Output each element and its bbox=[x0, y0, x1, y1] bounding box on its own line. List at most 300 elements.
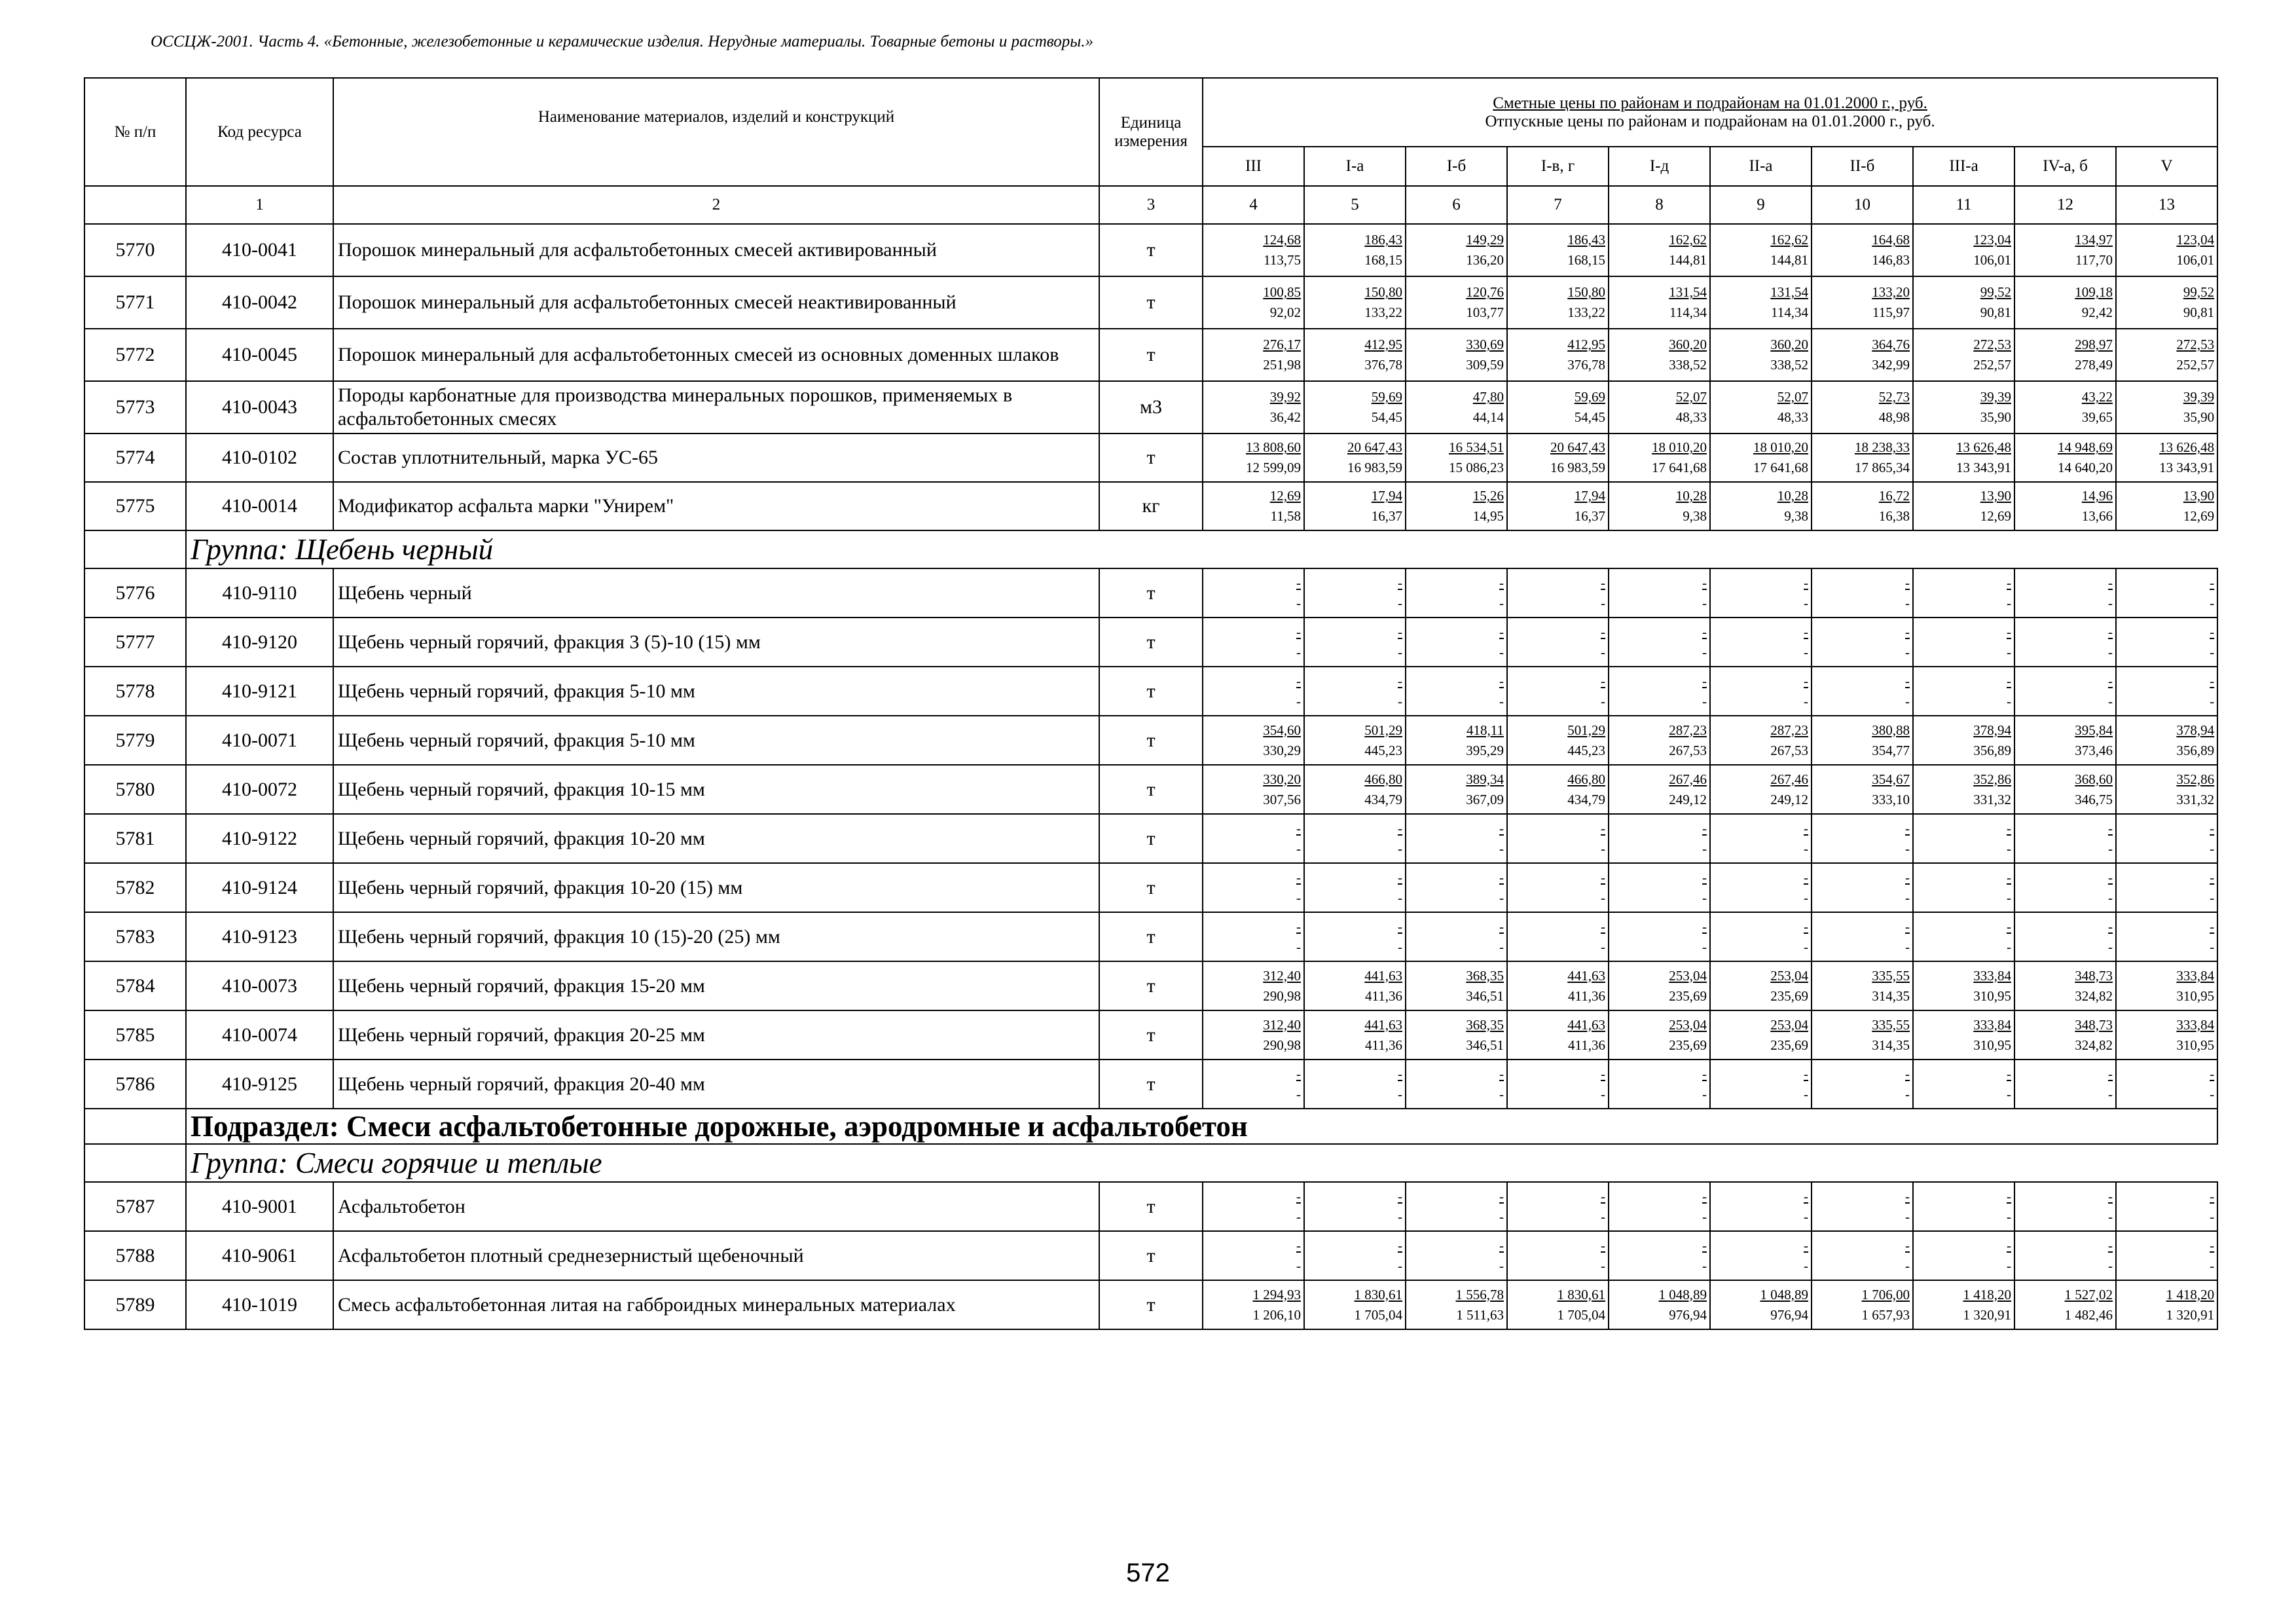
release-price: 144,81 bbox=[1770, 252, 1808, 268]
release-price: 338,52 bbox=[1770, 357, 1808, 373]
estimate-price: 364,76 bbox=[1872, 337, 1910, 352]
estimate-price: 380,88 bbox=[1872, 722, 1910, 738]
release-price: - bbox=[2007, 693, 2011, 709]
release-price: 314,35 bbox=[1872, 1037, 1910, 1053]
estimate-price: - bbox=[1601, 1188, 1605, 1204]
estimate-price: - bbox=[1702, 673, 1707, 689]
price-cell bbox=[2014, 814, 2116, 863]
release-price: - bbox=[1804, 595, 1808, 611]
unit-cell: т bbox=[1099, 667, 1203, 716]
release-price: - bbox=[1398, 840, 1402, 857]
estimate-price: - bbox=[1601, 574, 1605, 591]
estimate-price: - bbox=[1905, 673, 1910, 689]
estimate-price: - bbox=[1702, 918, 1707, 934]
group-row bbox=[84, 530, 2217, 568]
release-price: - bbox=[2210, 1208, 2215, 1225]
release-price: - bbox=[1499, 693, 1504, 709]
release-price: 133,22 bbox=[1364, 304, 1402, 320]
estimate-price: - bbox=[2007, 574, 2011, 591]
price-cell bbox=[1609, 716, 1710, 765]
estimate-price: 99,52 bbox=[1980, 284, 2011, 300]
release-price: 249,12 bbox=[1770, 791, 1808, 807]
estimate-price: 10,28 bbox=[1675, 488, 1707, 504]
release-price: - bbox=[1296, 938, 1301, 955]
estimate-price: - bbox=[1804, 918, 1808, 934]
price-cell bbox=[1913, 765, 2014, 814]
material-name: Щебень черный горячий, фракция 5-10 мм bbox=[333, 667, 1099, 716]
estimate-price: 354,67 bbox=[1872, 771, 1910, 787]
estimate-price: - bbox=[1804, 1065, 1808, 1082]
release-price: 16,37 bbox=[1574, 508, 1605, 524]
material-name: Порошок минеральный для асфальтобетонных смесей активированный bbox=[333, 224, 1099, 276]
estimate-price: - bbox=[1601, 1237, 1605, 1253]
release-price: 115,97 bbox=[1872, 304, 1910, 320]
price-cell bbox=[1507, 1060, 1609, 1109]
price-cell bbox=[1304, 618, 1406, 667]
release-price: - bbox=[1398, 889, 1402, 906]
price-cell bbox=[2116, 1280, 2217, 1329]
release-price: - bbox=[2108, 1208, 2113, 1225]
release-price: - bbox=[2210, 644, 2215, 660]
unit-cell: т bbox=[1099, 863, 1203, 912]
material-name: Щебень черный горячий, фракция 10-20 (15) мм bbox=[333, 863, 1099, 912]
header-region: I-в, г bbox=[1507, 147, 1609, 186]
price-cell bbox=[1812, 329, 1913, 381]
row-index: 5777 bbox=[84, 618, 186, 667]
price-cell bbox=[1406, 482, 1507, 530]
unit-cell: т bbox=[1099, 814, 1203, 863]
table-row bbox=[84, 1060, 2217, 1109]
header-code: Код ресурса bbox=[186, 78, 333, 186]
resource-code: 410-0102 bbox=[186, 434, 333, 482]
header-price-release: Отпускные цены по районам и подрайонам на 01.01.2000 г., руб. bbox=[1485, 112, 1935, 130]
document-header: ОССЦЖ-2001. Часть 4. «Бетонные, железобетонные и керамические изделия. Нерудные материалы. Товарные бетоны и растворы.» bbox=[151, 33, 1093, 50]
estimate-price: 360,20 bbox=[1669, 337, 1707, 352]
release-price: - bbox=[2108, 644, 2113, 660]
estimate-price: - bbox=[1702, 623, 1707, 640]
release-price: - bbox=[1601, 1208, 1605, 1225]
release-price: 15 086,23 bbox=[1449, 460, 1504, 475]
price-cell bbox=[1406, 1231, 1507, 1280]
release-price: 314,35 bbox=[1872, 987, 1910, 1004]
price-cell bbox=[1507, 667, 1609, 716]
price-cell bbox=[1609, 568, 1710, 618]
estimate-price: 312,40 bbox=[1263, 967, 1301, 984]
release-price: - bbox=[2108, 595, 2113, 611]
release-price: 92,02 bbox=[1269, 304, 1301, 320]
release-price: 90,81 bbox=[1980, 304, 2011, 320]
price-cell bbox=[1710, 618, 1812, 667]
price-cell bbox=[2014, 1182, 2116, 1231]
estimate-price: - bbox=[1804, 1188, 1808, 1204]
estimate-price: 17,94 bbox=[1574, 488, 1605, 504]
unit-cell: т bbox=[1099, 568, 1203, 618]
header-name: Наименование материалов, изделий и конструкций bbox=[333, 78, 1099, 186]
resource-code: 410-9124 bbox=[186, 863, 333, 912]
group-heading: Группа: Щебень черный bbox=[186, 530, 2217, 568]
release-price: - bbox=[1702, 693, 1707, 709]
column-number: 4 bbox=[1203, 186, 1304, 224]
price-cell bbox=[1304, 329, 1406, 381]
price-cell bbox=[1609, 276, 1710, 329]
estimate-price: 164,68 bbox=[1872, 232, 1910, 248]
estimate-price: 186,43 bbox=[1567, 232, 1605, 248]
estimate-price: - bbox=[1905, 869, 1910, 885]
estimate-price: 162,62 bbox=[1770, 232, 1808, 248]
price-cell bbox=[1304, 716, 1406, 765]
estimate-price: 253,04 bbox=[1770, 967, 1808, 984]
estimate-price: - bbox=[1702, 574, 1707, 591]
estimate-price: 441,63 bbox=[1567, 1016, 1605, 1033]
estimate-price: - bbox=[1804, 1237, 1808, 1253]
estimate-price: 1 294,93 bbox=[1252, 1286, 1301, 1302]
release-price: 17 865,34 bbox=[1855, 460, 1910, 475]
estimate-price: - bbox=[1296, 1065, 1301, 1082]
price-cell bbox=[1609, 618, 1710, 667]
table-row bbox=[84, 814, 2217, 863]
unit-cell: т bbox=[1099, 1280, 1203, 1329]
price-cell bbox=[1203, 716, 1304, 765]
estimate-price: 348,73 bbox=[2075, 1016, 2113, 1033]
estimate-price: 20 647,43 bbox=[1347, 439, 1402, 455]
estimate-price: - bbox=[1296, 574, 1301, 591]
estimate-price: 272,53 bbox=[2176, 337, 2215, 352]
resource-code: 410-9110 bbox=[186, 568, 333, 618]
resource-code: 410-0045 bbox=[186, 329, 333, 381]
price-cell bbox=[1304, 814, 1406, 863]
release-price: 411,36 bbox=[1568, 987, 1605, 1004]
release-price: 16,38 bbox=[1878, 508, 1910, 524]
release-price: - bbox=[1296, 1086, 1301, 1102]
price-cell bbox=[1507, 716, 1609, 765]
release-price: 367,09 bbox=[1466, 791, 1504, 807]
table-row bbox=[84, 1280, 2217, 1329]
estimate-price: 287,23 bbox=[1669, 722, 1707, 738]
resource-code: 410-9121 bbox=[186, 667, 333, 716]
price-cell bbox=[1812, 381, 1913, 434]
header-region: II-а bbox=[1710, 147, 1812, 186]
price-cell bbox=[1609, 1280, 1710, 1329]
estimate-price: - bbox=[1499, 918, 1504, 934]
price-cell bbox=[2014, 765, 2116, 814]
price-cell bbox=[1406, 863, 1507, 912]
release-price: 976,94 bbox=[1669, 1306, 1707, 1323]
estimate-price: 10,28 bbox=[1777, 488, 1808, 504]
price-cell bbox=[1304, 276, 1406, 329]
estimate-price: - bbox=[2108, 1188, 2113, 1204]
estimate-price: 120,76 bbox=[1466, 284, 1504, 300]
release-price: 445,23 bbox=[1364, 742, 1402, 758]
table-row bbox=[84, 716, 2217, 765]
release-price: 48,98 bbox=[1878, 409, 1910, 425]
table-row bbox=[84, 568, 2217, 618]
price-cell bbox=[2014, 276, 2116, 329]
release-price: 434,79 bbox=[1567, 791, 1605, 807]
release-price: - bbox=[1398, 693, 1402, 709]
release-price: 54,45 bbox=[1371, 409, 1402, 425]
resource-code: 410-9001 bbox=[186, 1182, 333, 1231]
release-price: - bbox=[1296, 693, 1301, 709]
release-price: 310,95 bbox=[1973, 1037, 2011, 1053]
release-price: - bbox=[2108, 889, 2113, 906]
release-price: - bbox=[1905, 595, 1910, 611]
estimate-price: - bbox=[2108, 1065, 2113, 1082]
estimate-price: - bbox=[1702, 1188, 1707, 1204]
release-price: - bbox=[1499, 1208, 1504, 1225]
price-cell bbox=[1812, 667, 1913, 716]
release-price: - bbox=[1499, 840, 1504, 857]
price-cell bbox=[1304, 912, 1406, 961]
estimate-price: 412,95 bbox=[1567, 337, 1605, 352]
price-cell bbox=[1406, 814, 1507, 863]
estimate-price: - bbox=[1702, 1065, 1707, 1082]
release-price: - bbox=[2007, 889, 2011, 906]
release-price: 324,82 bbox=[2075, 987, 2113, 1004]
row-index: 5770 bbox=[84, 224, 186, 276]
price-cell bbox=[1710, 329, 1812, 381]
price-cell bbox=[1203, 765, 1304, 814]
material-name: Модификатор асфальта марки "Унирем" bbox=[333, 482, 1099, 530]
price-cell bbox=[1913, 482, 2014, 530]
release-price: 346,51 bbox=[1466, 1037, 1504, 1053]
release-price: - bbox=[2007, 595, 2011, 611]
table-row bbox=[84, 329, 2217, 381]
price-cell bbox=[1203, 434, 1304, 482]
price-cell bbox=[2014, 618, 2116, 667]
release-price: 48,33 bbox=[1777, 409, 1808, 425]
estimate-price: - bbox=[1601, 623, 1605, 640]
price-cell bbox=[1507, 765, 1609, 814]
estimate-price: - bbox=[2007, 623, 2011, 640]
estimate-price: 99,52 bbox=[2183, 284, 2215, 300]
release-price: - bbox=[1804, 938, 1808, 955]
release-price: - bbox=[2108, 1086, 2113, 1102]
estimate-price: 1 706,00 bbox=[1861, 1286, 1910, 1302]
price-cell bbox=[1406, 667, 1507, 716]
price-cell bbox=[1203, 961, 1304, 1010]
release-price: 54,45 bbox=[1574, 409, 1605, 425]
row-index: 5772 bbox=[84, 329, 186, 381]
estimate-price: - bbox=[2108, 918, 2113, 934]
unit-cell: т bbox=[1099, 618, 1203, 667]
estimate-price: - bbox=[1296, 820, 1301, 836]
estimate-price: - bbox=[1499, 869, 1504, 885]
price-cell bbox=[1609, 1060, 1710, 1109]
estimate-price: 14,96 bbox=[2081, 488, 2113, 504]
price-cell bbox=[1507, 224, 1609, 276]
price-cell bbox=[1507, 482, 1609, 530]
release-price: 338,52 bbox=[1669, 357, 1707, 373]
price-cell bbox=[1507, 1182, 1609, 1231]
unit-cell: т bbox=[1099, 1182, 1203, 1231]
row-index: 5774 bbox=[84, 434, 186, 482]
price-cell bbox=[1304, 667, 1406, 716]
row-index: 5784 bbox=[84, 961, 186, 1010]
release-price: 249,12 bbox=[1669, 791, 1707, 807]
release-price: 252,57 bbox=[1973, 357, 2011, 373]
release-price: - bbox=[1601, 1086, 1605, 1102]
release-price: 1 206,10 bbox=[1252, 1306, 1301, 1323]
estimate-price: 368,35 bbox=[1466, 967, 1504, 984]
release-price: - bbox=[1601, 595, 1605, 611]
price-cell bbox=[1203, 482, 1304, 530]
row-index: 5773 bbox=[84, 381, 186, 434]
price-cell bbox=[1203, 814, 1304, 863]
estimate-price: - bbox=[2108, 673, 2113, 689]
price-cell bbox=[1304, 1060, 1406, 1109]
table-row bbox=[84, 961, 2217, 1010]
column-number-blank bbox=[84, 186, 186, 224]
estimate-price: - bbox=[1804, 673, 1808, 689]
price-cell bbox=[1913, 568, 2014, 618]
release-price: 333,10 bbox=[1872, 791, 1910, 807]
estimate-price: 466,80 bbox=[1364, 771, 1402, 787]
price-cell bbox=[1913, 667, 2014, 716]
price-cell bbox=[1913, 329, 2014, 381]
release-price: 168,15 bbox=[1567, 252, 1605, 268]
price-cell bbox=[1406, 618, 1507, 667]
estimate-price: 348,73 bbox=[2075, 967, 2113, 984]
estimate-price: 378,94 bbox=[1973, 722, 2011, 738]
estimate-price: 47,80 bbox=[1472, 389, 1504, 405]
price-cell bbox=[1304, 224, 1406, 276]
table-row bbox=[84, 667, 2217, 716]
price-cell bbox=[1710, 961, 1812, 1010]
price-cell bbox=[2116, 1010, 2217, 1060]
release-price: 168,15 bbox=[1364, 252, 1402, 268]
release-price: - bbox=[1702, 1086, 1707, 1102]
price-cell bbox=[1913, 863, 2014, 912]
price-cell bbox=[2116, 814, 2217, 863]
price-cell bbox=[2014, 1010, 2116, 1060]
release-price: 113,75 bbox=[1264, 252, 1301, 268]
release-price: 1 705,04 bbox=[1557, 1306, 1605, 1323]
price-cell bbox=[1913, 618, 2014, 667]
price-cell bbox=[1710, 1010, 1812, 1060]
estimate-price: - bbox=[2210, 1188, 2215, 1204]
price-cell bbox=[1406, 329, 1507, 381]
estimate-price: - bbox=[1905, 1237, 1910, 1253]
price-cell bbox=[1406, 1060, 1507, 1109]
price-cell bbox=[1406, 961, 1507, 1010]
estimate-price: 253,04 bbox=[1770, 1016, 1808, 1033]
estimate-price: - bbox=[1398, 918, 1402, 934]
release-price: 310,95 bbox=[2176, 987, 2215, 1004]
price-cell bbox=[1507, 1280, 1609, 1329]
estimate-price: 149,29 bbox=[1466, 232, 1504, 248]
estimate-price: 1 418,20 bbox=[1963, 1286, 2011, 1302]
price-cell bbox=[2014, 1231, 2116, 1280]
price-cell bbox=[1609, 1182, 1710, 1231]
estimate-price: 352,86 bbox=[2176, 771, 2215, 787]
price-cell bbox=[1406, 765, 1507, 814]
price-cell bbox=[1507, 961, 1609, 1010]
price-table bbox=[84, 77, 2218, 1330]
release-price: - bbox=[2210, 595, 2215, 611]
estimate-price: 14 948,69 bbox=[2058, 439, 2113, 455]
estimate-price: - bbox=[2007, 869, 2011, 885]
release-price: - bbox=[1702, 644, 1707, 660]
price-cell bbox=[1710, 381, 1812, 434]
estimate-price: - bbox=[2108, 869, 2113, 885]
price-cell bbox=[1710, 765, 1812, 814]
release-price: 11,58 bbox=[1270, 508, 1301, 524]
estimate-price: 335,55 bbox=[1872, 1016, 1910, 1033]
estimate-price: 16,72 bbox=[1878, 488, 1910, 504]
row-index: 5787 bbox=[84, 1182, 186, 1231]
estimate-price: 441,63 bbox=[1364, 967, 1402, 984]
header-region: II-б bbox=[1812, 147, 1913, 186]
price-cell bbox=[1710, 667, 1812, 716]
release-price: - bbox=[2210, 889, 2215, 906]
estimate-price: - bbox=[1702, 869, 1707, 885]
price-cell bbox=[1406, 224, 1507, 276]
estimate-price: - bbox=[1804, 574, 1808, 591]
estimate-price: 150,80 bbox=[1567, 284, 1605, 300]
price-cell bbox=[2014, 381, 2116, 434]
material-name: Щебень черный горячий, фракция 10-15 мм bbox=[333, 765, 1099, 814]
row-index: 5789 bbox=[84, 1280, 186, 1329]
price-cell bbox=[2116, 863, 2217, 912]
release-price: 114,34 bbox=[1771, 304, 1808, 320]
estimate-price: 123,04 bbox=[1973, 232, 2011, 248]
release-price: - bbox=[2108, 840, 2113, 857]
release-price: - bbox=[1398, 1086, 1402, 1102]
table-row bbox=[84, 482, 2217, 530]
header-idx: № п/п bbox=[84, 78, 186, 186]
estimate-price: 52,07 bbox=[1777, 389, 1808, 405]
release-price: 103,77 bbox=[1466, 304, 1504, 320]
price-cell bbox=[1507, 618, 1609, 667]
release-price: 14,95 bbox=[1472, 508, 1504, 524]
table-row bbox=[84, 912, 2217, 961]
estimate-price: 272,53 bbox=[1973, 337, 2011, 352]
resource-code: 410-0042 bbox=[186, 276, 333, 329]
unit-cell: т bbox=[1099, 912, 1203, 961]
estimate-price: - bbox=[1398, 673, 1402, 689]
price-cell bbox=[1913, 1010, 2014, 1060]
price-cell bbox=[1609, 961, 1710, 1010]
estimate-price: 1 830,61 bbox=[1557, 1286, 1605, 1302]
release-price: 395,29 bbox=[1466, 742, 1504, 758]
material-name: Асфальтобетон bbox=[333, 1182, 1099, 1231]
estimate-price: 501,29 bbox=[1567, 722, 1605, 738]
estimate-price: - bbox=[1905, 918, 1910, 934]
price-cell bbox=[1507, 912, 1609, 961]
release-price: - bbox=[1296, 1257, 1301, 1274]
estimate-price: 333,84 bbox=[2176, 967, 2215, 984]
price-cell bbox=[1507, 276, 1609, 329]
estimate-price: 43,22 bbox=[2081, 389, 2113, 405]
table-row bbox=[84, 434, 2217, 482]
table-row bbox=[84, 1010, 2217, 1060]
group-index-blank bbox=[84, 1109, 186, 1144]
release-price: - bbox=[1499, 1086, 1504, 1102]
estimate-price: 124,68 bbox=[1263, 232, 1301, 248]
estimate-price: 267,46 bbox=[1669, 771, 1707, 787]
release-price: 14 640,20 bbox=[2058, 460, 2113, 475]
price-cell bbox=[1609, 224, 1710, 276]
price-cell bbox=[1710, 276, 1812, 329]
release-price: 354,77 bbox=[1872, 742, 1910, 758]
header-unit: Единица измерения bbox=[1099, 78, 1203, 186]
release-price: 35,90 bbox=[1980, 409, 2011, 425]
price-cell bbox=[2116, 568, 2217, 618]
estimate-price: - bbox=[2108, 574, 2113, 591]
price-cell bbox=[1710, 482, 1812, 530]
release-price: 146,83 bbox=[1872, 252, 1910, 268]
release-price: - bbox=[1905, 693, 1910, 709]
